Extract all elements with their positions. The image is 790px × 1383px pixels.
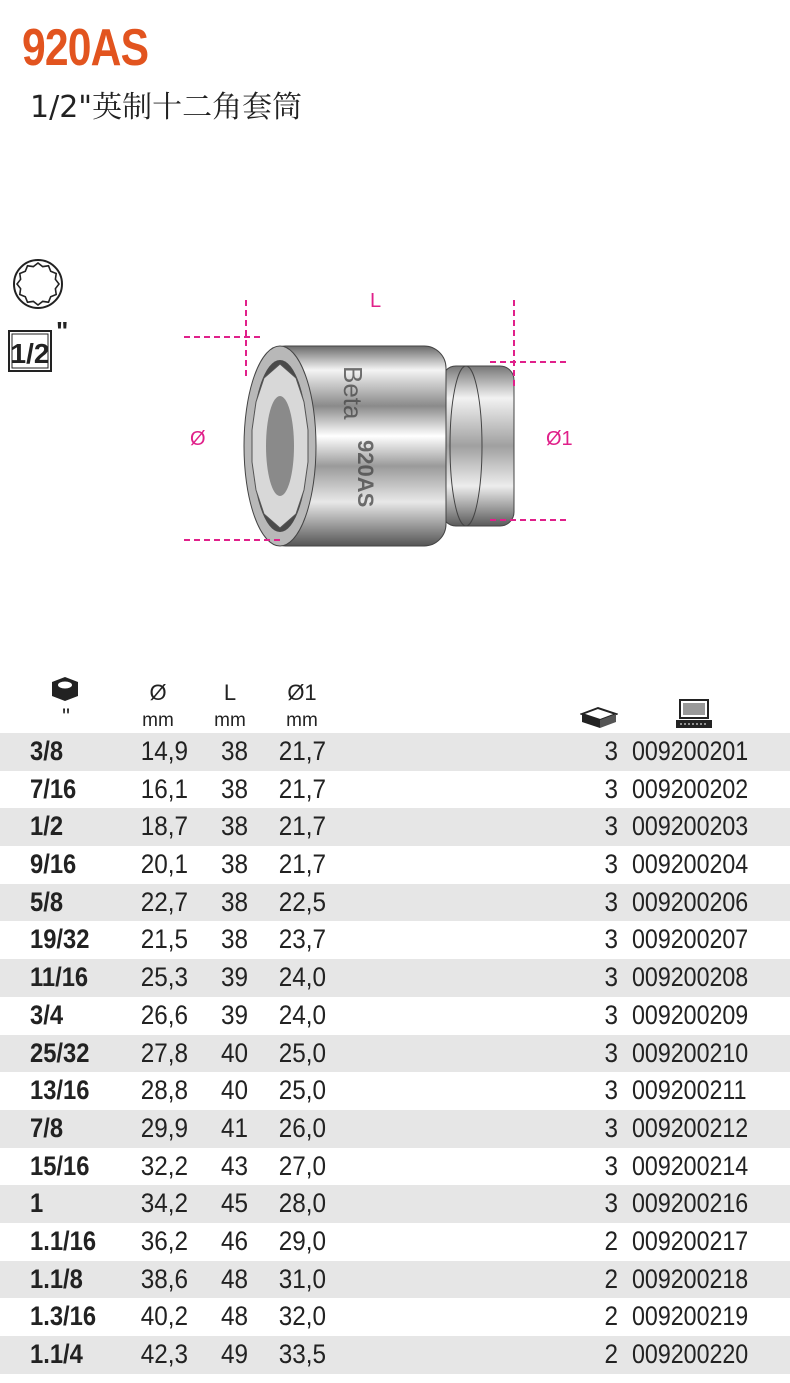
diameter1-cell: 21,7 xyxy=(278,773,326,804)
diameter-cell: 25,3 xyxy=(140,962,188,993)
size-unit: " xyxy=(62,704,70,729)
computer-terminal-icon xyxy=(674,698,714,730)
size-cell: 1.1/8 xyxy=(30,1263,83,1294)
header-length: L xyxy=(223,680,237,705)
dimension-label-length: L xyxy=(370,290,382,312)
diameter1-cell: 26,0 xyxy=(278,1112,326,1143)
table-row xyxy=(0,733,790,771)
table-row xyxy=(0,1148,790,1186)
length-cell: 38 xyxy=(220,886,248,917)
item-code-cell: 009200219 xyxy=(632,1301,749,1332)
quantity-cell: 2 xyxy=(604,1339,618,1369)
diameter1-cell: 25,0 xyxy=(278,1075,326,1106)
diameter-cell: 16,1 xyxy=(140,773,188,804)
length-cell: 38 xyxy=(220,849,248,880)
diameter-cell: 34,2 xyxy=(140,1188,188,1219)
item-code-cell: 009200214 xyxy=(632,1150,749,1181)
item-code-cell: 009200207 xyxy=(632,924,749,955)
table-row xyxy=(0,1298,790,1336)
quantity-cell: 3 xyxy=(604,1037,618,1068)
diameter1-cell: 21,7 xyxy=(278,736,326,766)
quantity-cell: 2 xyxy=(604,1225,618,1256)
dimension-label-diameter: Ø xyxy=(190,428,206,450)
size-cell: 11/16 xyxy=(30,962,89,993)
table-row xyxy=(0,884,790,922)
diameter-cell: 26,6 xyxy=(140,999,188,1030)
table-row xyxy=(0,1110,790,1148)
quantity-cell: 3 xyxy=(604,849,618,880)
diameter1-cell: 25,0 xyxy=(278,1037,326,1068)
diameter-cell: 18,7 xyxy=(140,811,188,842)
diameter1-cell: 33,5 xyxy=(278,1339,326,1369)
quantity-cell: 3 xyxy=(604,999,618,1030)
length-cell: 38 xyxy=(220,773,248,804)
item-code-cell: 009200220 xyxy=(632,1339,749,1369)
table-row xyxy=(0,771,790,809)
diameter1-cell: 24,0 xyxy=(278,962,326,993)
diameter1-cell: 22,5 xyxy=(278,886,326,917)
quantity-cell: 3 xyxy=(604,1188,618,1219)
diameter1-cell: 23,7 xyxy=(278,924,326,955)
size-cell: 9/16 xyxy=(30,849,77,880)
table-row xyxy=(0,959,790,997)
size-cell: 1.3/16 xyxy=(30,1301,97,1332)
diameter-cell: 22,7 xyxy=(140,886,188,917)
length-cell: 43 xyxy=(220,1150,248,1181)
length-cell: 38 xyxy=(220,811,248,842)
size-cell: 25/32 xyxy=(30,1037,90,1068)
size-cell: 1/2 xyxy=(30,811,64,842)
size-cell: 3/8 xyxy=(30,736,64,766)
item-code-cell: 009200209 xyxy=(632,999,749,1030)
size-cell: 15/16 xyxy=(30,1150,90,1181)
table-row xyxy=(0,1185,790,1223)
quantity-cell: 3 xyxy=(604,886,618,917)
size-cell: 1.1/16 xyxy=(30,1225,97,1256)
size-cell: 13/16 xyxy=(30,1075,90,1106)
diameter-cell: 32,2 xyxy=(140,1150,188,1181)
socket-diagram xyxy=(180,270,600,570)
length-cell: 49 xyxy=(220,1339,248,1369)
item-code-cell: 009200201 xyxy=(632,736,749,766)
quantity-cell: 3 xyxy=(604,962,618,993)
product-table xyxy=(0,733,790,1374)
diameter-cell: 28,8 xyxy=(140,1075,188,1106)
size-cell: 1 xyxy=(30,1188,44,1219)
diameter-cell: 36,2 xyxy=(140,1225,188,1256)
table-row xyxy=(0,808,790,846)
quantity-cell: 3 xyxy=(604,924,618,955)
diameter-cell: 40,2 xyxy=(140,1301,188,1332)
quantity-cell: 3 xyxy=(604,736,618,766)
inch-mark: " xyxy=(56,316,69,346)
diameter1-cell: 32,0 xyxy=(278,1301,326,1332)
item-code-cell: 009200211 xyxy=(632,1075,747,1106)
item-code-cell: 009200217 xyxy=(632,1225,749,1256)
drive-size-badge xyxy=(8,330,52,372)
dimension-label-diameter1: Ø1 xyxy=(546,428,573,450)
engraving-model: 920AS xyxy=(353,440,378,508)
header-diameter: Ø xyxy=(149,680,167,705)
item-code-cell: 009200203 xyxy=(632,811,749,842)
length-cell: 38 xyxy=(220,924,248,955)
size-cell: 7/16 xyxy=(30,773,77,804)
length-cell: 40 xyxy=(220,1075,248,1106)
length-cell: 46 xyxy=(220,1225,248,1256)
table-row xyxy=(0,1035,790,1073)
item-code-cell: 009200206 xyxy=(632,886,749,917)
header-diameter1: Ø1 xyxy=(287,680,317,705)
quantity-cell: 3 xyxy=(604,811,618,842)
quantity-cell: 3 xyxy=(604,1112,618,1143)
size-cell: 19/32 xyxy=(30,924,90,955)
package-box-icon xyxy=(580,704,618,730)
twelve-point-socket-icon xyxy=(12,258,64,310)
diameter-cell: 42,3 xyxy=(140,1339,188,1369)
item-code-cell: 009200210 xyxy=(632,1037,749,1068)
diameter-cell: 20,1 xyxy=(140,849,188,880)
table-row xyxy=(0,1072,790,1110)
table-row xyxy=(0,1336,790,1374)
quantity-cell: 2 xyxy=(604,1301,618,1332)
length-cell: 39 xyxy=(220,999,248,1030)
diameter1-cell: 27,0 xyxy=(278,1150,326,1181)
diameter1-cell: 21,7 xyxy=(278,811,326,842)
drive-size-text: 1/2 xyxy=(10,338,50,369)
size-cell: 5/8 xyxy=(30,886,64,917)
item-code-cell: 009200204 xyxy=(632,849,749,880)
table-row xyxy=(0,1261,790,1299)
table-row xyxy=(0,921,790,959)
quantity-cell: 2 xyxy=(604,1263,618,1294)
diameter-cell: 21,5 xyxy=(140,924,188,955)
item-code-cell: 009200212 xyxy=(632,1112,749,1143)
diameter-cell: 27,8 xyxy=(140,1037,188,1068)
product-subtitle: 1/2"英制十二角套筒 xyxy=(30,90,303,125)
engraving-brand: Beta xyxy=(338,366,368,420)
product-title: 920AS xyxy=(22,19,149,77)
length-cell: 40 xyxy=(220,1037,248,1068)
header-diameter-unit: mm xyxy=(142,710,174,731)
header-length-unit: mm xyxy=(214,710,246,731)
table-row xyxy=(0,1223,790,1261)
size-cell: 1.1/4 xyxy=(30,1339,83,1369)
hex-nut-icon xyxy=(48,676,82,702)
diameter1-cell: 21,7 xyxy=(278,849,326,880)
length-cell: 45 xyxy=(220,1188,248,1219)
diameter-cell: 38,6 xyxy=(140,1263,188,1294)
diameter-cell: 29,9 xyxy=(140,1112,188,1143)
quantity-cell: 3 xyxy=(604,1075,618,1106)
item-code-cell: 009200218 xyxy=(632,1263,749,1294)
length-cell: 39 xyxy=(220,962,248,993)
diameter-cell: 14,9 xyxy=(140,736,188,766)
length-cell: 38 xyxy=(220,736,248,766)
diameter1-cell: 28,0 xyxy=(278,1188,326,1219)
length-cell: 48 xyxy=(220,1301,248,1332)
size-cell: 7/8 xyxy=(30,1112,64,1143)
size-cell: 3/4 xyxy=(30,999,64,1030)
table-row xyxy=(0,997,790,1035)
diameter1-cell: 29,0 xyxy=(278,1225,326,1256)
length-cell: 41 xyxy=(220,1112,248,1143)
item-code-cell: 009200202 xyxy=(632,773,749,804)
table-row xyxy=(0,846,790,884)
diameter1-cell: 24,0 xyxy=(278,999,326,1030)
item-code-cell: 009200208 xyxy=(632,962,749,993)
item-code-cell: 009200216 xyxy=(632,1188,749,1219)
length-cell: 48 xyxy=(220,1263,248,1294)
table-header xyxy=(0,670,790,732)
diameter1-cell: 31,0 xyxy=(278,1263,326,1294)
quantity-cell: 3 xyxy=(604,773,618,804)
header-diameter1-unit: mm xyxy=(286,710,318,731)
quantity-cell: 3 xyxy=(604,1150,618,1181)
